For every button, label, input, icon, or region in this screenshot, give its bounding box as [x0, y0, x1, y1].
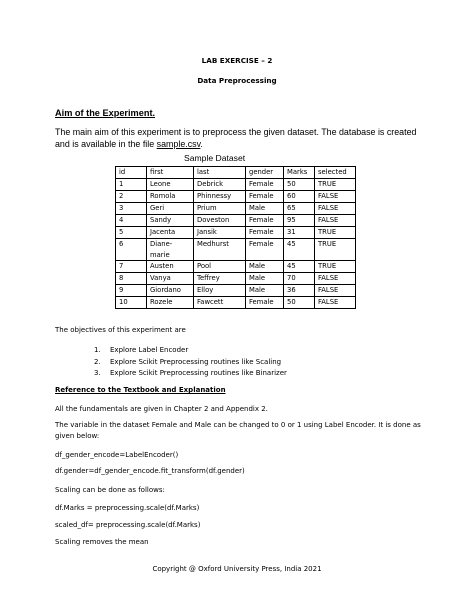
table-cell: TRUE	[315, 179, 356, 191]
table-cell: TRUE	[315, 239, 356, 261]
table-cell: 4	[116, 215, 147, 227]
table-cell: Pool	[194, 261, 246, 273]
table-row	[116, 203, 356, 215]
table-cell: FALSE	[315, 203, 356, 215]
table-cell: Fawcett	[194, 297, 246, 309]
code-line-label-encoder: df_gender_encode=LabelEncoder()	[55, 451, 179, 459]
scaling-note: Scaling removes the mean	[55, 538, 149, 546]
table-row	[116, 191, 356, 203]
code-line-scaled-df: scaled_df= preprocessing.scale(df.Marks)	[55, 521, 201, 529]
reference-paragraph-1: All the fundamentals are given in Chapter 2 and Appendix 2.	[55, 405, 268, 413]
exercise-title: LAB EXERCISE – 2	[201, 56, 273, 65]
table-cell: Jacenta	[147, 227, 194, 239]
table-cell: Male	[246, 273, 284, 285]
table-row	[116, 297, 356, 309]
table-cell: Austen	[147, 261, 194, 273]
table-cell: 50	[284, 179, 315, 191]
objective-text: Explore Scikit Preprocessing routines like Scaling	[110, 357, 282, 366]
objective-item	[94, 368, 287, 380]
table-cell: Diane- marie	[147, 239, 194, 261]
table-cell: TRUE	[315, 261, 356, 273]
table-cell: Sandy	[147, 215, 194, 227]
table-cell: 6	[116, 239, 147, 261]
table-cell: Female	[246, 297, 284, 309]
table-header-cell: selected	[315, 167, 356, 179]
copyright-footer: Copyright @ Oxford University Press, India 2021	[152, 565, 322, 573]
table-row	[116, 227, 356, 239]
table-cell: Doveston	[194, 215, 246, 227]
table-cell: Leone	[147, 179, 194, 191]
objectives-intro: The objectives of this experiment are	[55, 326, 186, 334]
objectives-list	[94, 345, 287, 380]
aim-paragraph	[55, 126, 430, 150]
table-cell: 8	[116, 273, 147, 285]
table-cell: 10	[116, 297, 147, 309]
table-cell: 1	[116, 179, 147, 191]
table-cell: 95	[284, 215, 315, 227]
table-header-cell: Marks	[284, 167, 315, 179]
table-header-cell: id	[116, 167, 147, 179]
table-cell: Geri	[147, 203, 194, 215]
scaling-intro: Scaling can be done as follows:	[55, 486, 165, 494]
objective-item	[94, 357, 287, 369]
table-cell: FALSE	[315, 297, 356, 309]
aim-text-end: .	[200, 139, 203, 149]
table-cell: Male	[246, 285, 284, 297]
table-cell: 50	[284, 297, 315, 309]
table-cell: Female	[246, 239, 284, 261]
table-cell: FALSE	[315, 215, 356, 227]
dataset-title: Sample Dataset	[184, 153, 246, 163]
table-cell: 31	[284, 227, 315, 239]
objective-text: Explore Scikit Preprocessing routines like Binarizer	[110, 369, 287, 377]
table-cell: Female	[246, 227, 284, 239]
table-cell: Jansik	[194, 227, 246, 239]
table-cell: Debrick	[194, 179, 246, 191]
table-cell: Female	[246, 191, 284, 203]
sample-csv-link[interactable]: sample.csv	[156, 139, 201, 149]
table-cell: Teffrey	[194, 273, 246, 285]
table-cell: 45	[284, 239, 315, 261]
objective-number: 3.	[94, 369, 101, 377]
table-cell: Elloy	[194, 285, 246, 297]
reference-heading: Reference to the Textbook and Explanation	[55, 386, 226, 394]
table-cell: FALSE	[315, 273, 356, 285]
sample-dataset-table	[115, 166, 356, 309]
table-row	[116, 179, 356, 191]
table-header-row	[116, 167, 356, 179]
table-cell: FALSE	[315, 191, 356, 203]
objective-number: 1.	[94, 346, 101, 354]
table-cell: 5	[116, 227, 147, 239]
table-cell: Vanya	[147, 273, 194, 285]
table-row	[116, 215, 356, 227]
code-line-scale-marks: df.Marks = preprocessing.scale(df.Marks)	[55, 504, 200, 512]
table-header-cell: first	[147, 167, 194, 179]
table-cell: FALSE	[315, 285, 356, 297]
table-cell: 70	[284, 273, 315, 285]
table-row	[116, 273, 356, 285]
table-cell: 9	[116, 285, 147, 297]
table-header-cell: gender	[246, 167, 284, 179]
objective-number: 2.	[94, 357, 101, 366]
objective-text: Explore Label Encoder	[110, 346, 189, 354]
table-cell: 36	[284, 285, 315, 297]
table-cell: Giordano	[147, 285, 194, 297]
table-cell: Male	[246, 203, 284, 215]
table-cell: 7	[116, 261, 147, 273]
table-cell: Female	[246, 179, 284, 191]
table-cell: Rozele	[147, 297, 194, 309]
table-cell: Medhurst	[194, 239, 246, 261]
table-cell: Phinnessy	[194, 191, 246, 203]
table-cell: 2	[116, 191, 147, 203]
aim-heading: Aim of the Experiment.	[55, 108, 156, 118]
aim-text: The main aim of this experiment is to preprocess the given dataset. The database is created and is available in the file	[55, 127, 417, 149]
objective-item	[94, 345, 287, 357]
table-cell: 45	[284, 261, 315, 273]
table-cell: Romola	[147, 191, 194, 203]
code-line-fit-transform: df.gender=df_gender_encode.fit_transform(df.gender)	[55, 467, 245, 475]
table-cell: TRUE	[315, 227, 356, 239]
table-row	[116, 261, 356, 273]
table-cell: Prium	[194, 203, 246, 215]
reference-paragraph-2: The variable in the dataset Female and Male can be changed to 0 or 1 using Label Encoder. It is done as given below:	[55, 421, 421, 440]
table-cell: Female	[246, 215, 284, 227]
table-cell: 3	[116, 203, 147, 215]
table-header-cell: last	[194, 167, 246, 179]
table-row	[116, 239, 356, 261]
table-cell: 65	[284, 203, 315, 215]
table-cell: Male	[246, 261, 284, 273]
exercise-subtitle: Data Preprocessing	[197, 76, 277, 85]
table-cell: 60	[284, 191, 315, 203]
table-row	[116, 285, 356, 297]
